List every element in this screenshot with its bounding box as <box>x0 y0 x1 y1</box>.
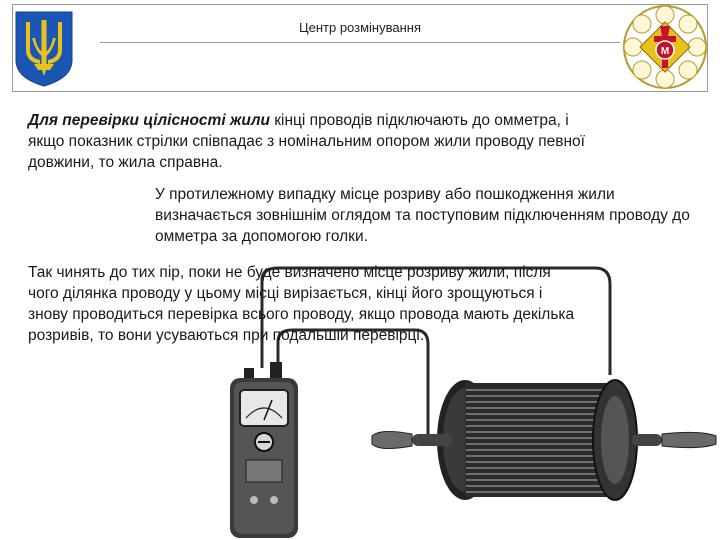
paragraph-1-lead: Для перевірки цілісності жили <box>28 112 270 129</box>
ohmmeter-icon <box>230 362 298 538</box>
cable-reel-icon <box>372 380 716 500</box>
paragraph-3: Так чинять до тих пір, поки не буде визначено місце розриву жили, після чого ділянка проводу у цьому місці вирізається, кінці його зрощуються і знову проводиться перевірка всього проводу, якщо провода мають декілька розривів, то вони усуваються при подальшій перевірці. <box>28 264 575 344</box>
paragraph-2: У протилежному випадку місце розриву або пошкодження жили визначається зовнішнім оглядом та поступовим підключенням проводу до омметра за допомогою голки. <box>155 186 690 245</box>
paragraph-1 <box>28 110 588 173</box>
header-frame <box>12 4 708 92</box>
svg-text:M: M <box>660 46 670 57</box>
paragraph-1-text: кінці проводів підключають до омметра, і якщо показник стрілки співпадає з номінальним опором жили проводу певної довжини, то жила справна. <box>28 112 585 171</box>
ukraine-trident-emblem-icon <box>12 8 76 88</box>
page-title: Центр розмінування <box>299 20 421 35</box>
demining-center-logo-icon <box>622 4 708 90</box>
header-divider <box>100 42 620 43</box>
